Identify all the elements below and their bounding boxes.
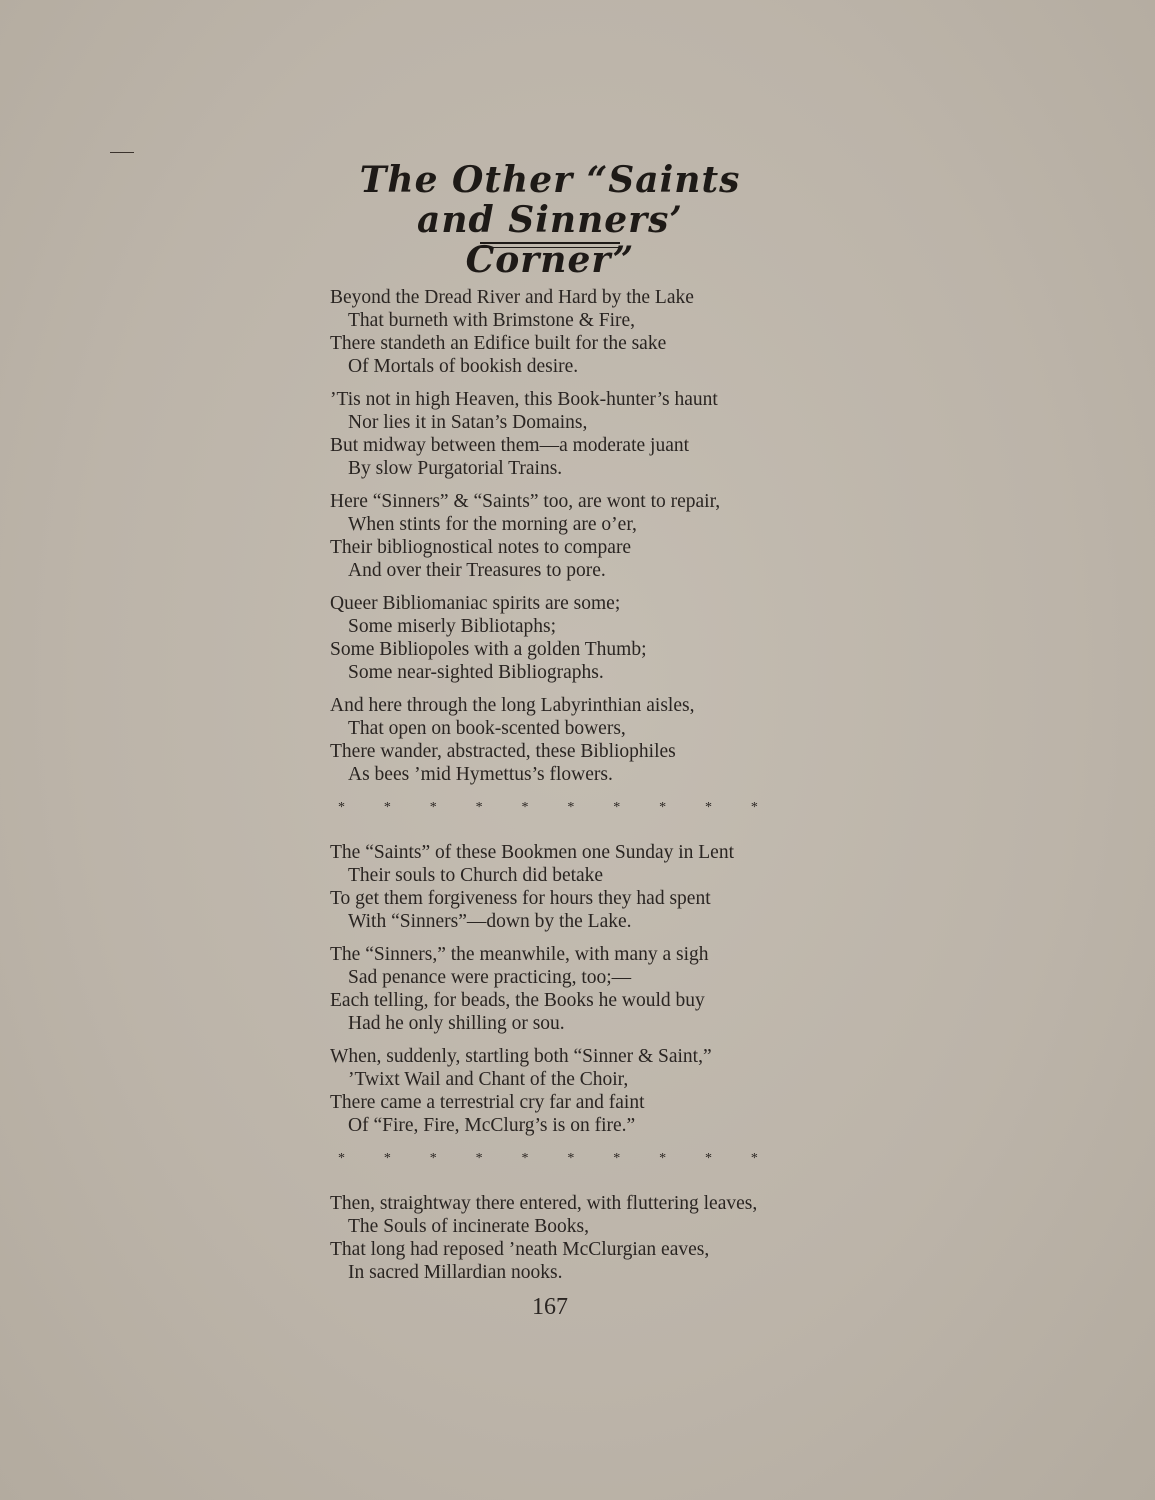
poem-line: There standeth an Edifice built for the sake	[330, 333, 667, 354]
star-glyph: *	[521, 800, 529, 815]
poem-line: Each telling, for beads, the Books he would buy	[330, 990, 705, 1011]
poem-line: That long had reposed ’neath McClurgian eaves,	[330, 1239, 710, 1260]
star-glyph: *	[750, 800, 758, 815]
star-glyph: *	[429, 800, 437, 815]
poem-line: Queer Bibliomaniac spirits are some;	[330, 593, 621, 614]
poem-line: There came a terrestrial cry far and faint	[330, 1092, 645, 1113]
poem-line: Some Bibliopoles with a golden Thumb;	[330, 639, 647, 660]
poem-line: Of Mortals of bookish desire.	[348, 356, 579, 377]
title-line-2: and Sinners’ Corner”	[417, 199, 683, 281]
stanza	[330, 841, 800, 933]
poem-line: When, suddenly, startling both “Sinner & Saint,”	[330, 1046, 712, 1067]
poem-line: To get them forgiveness for hours they had spent	[330, 888, 711, 909]
poem-line: There wander, abstracted, these Bibliophiles	[330, 741, 676, 762]
star-divider-2	[338, 1147, 758, 1170]
stanza	[330, 943, 800, 1035]
stanza	[330, 490, 800, 582]
title-line-1: The Other “Saints	[359, 159, 741, 201]
poem-line: By slow Purgatorial Trains.	[348, 458, 563, 479]
stanza	[330, 694, 800, 786]
poem-line: Nor lies it in Satan’s Domains,	[348, 412, 588, 433]
poem	[330, 286, 800, 1294]
poem-line: Here “Sinners” & “Saints” too, are wont to repair,	[330, 491, 721, 512]
poem-line: The “Sinners,” the meanwhile, with many a sigh	[330, 944, 709, 965]
poem-part-3	[330, 1192, 800, 1284]
poem-line: And here through the long Labyrinthian aisles,	[330, 695, 695, 716]
star-glyph: *	[613, 1151, 621, 1166]
poem-line: As bees ’mid Hymettus’s flowers.	[348, 764, 613, 785]
stanza	[330, 388, 800, 480]
poem-line: Their bibliognostical notes to compare	[330, 537, 632, 558]
star-glyph: *	[383, 1151, 391, 1166]
stanza	[330, 286, 800, 378]
star-glyph: *	[659, 1151, 667, 1166]
poem-line: Some miserly Bibliotaphs;	[348, 616, 556, 637]
star-glyph: *	[705, 800, 712, 815]
star-glyph: *	[475, 1151, 483, 1166]
stanza	[330, 592, 800, 684]
poem-line: With “Sinners”—down by the Lake.	[348, 911, 632, 932]
poem-line: Beyond the Dread River and Hard by the Lake	[330, 287, 694, 308]
poem-line: The “Saints” of these Bookmen one Sunday in Lent	[330, 842, 734, 863]
poem-line: When stints for the morning are o’er,	[348, 514, 637, 535]
star-glyph: *	[750, 1151, 758, 1166]
poem-line: And over their Treasures to pore.	[348, 560, 606, 581]
star-glyph: *	[567, 1151, 575, 1166]
star-glyph: *	[429, 1151, 437, 1166]
poem-part-1	[330, 286, 800, 786]
star-glyph: *	[659, 800, 667, 815]
poem-line: Had he only shilling or sou.	[348, 1013, 565, 1034]
star-divider-1	[338, 796, 758, 819]
page-title	[330, 160, 770, 280]
star-glyph: *	[383, 800, 391, 815]
star-glyph: *	[613, 800, 621, 815]
poem-line: That burneth with Brimstone & Fire,	[348, 310, 636, 331]
star-glyph: *	[521, 1151, 529, 1166]
star-glyph: *	[338, 800, 345, 815]
star-glyph: *	[475, 800, 483, 815]
poem-line: But midway between them—a moderate juant	[330, 435, 690, 456]
poem-line: Their souls to Church did betake	[348, 865, 604, 886]
poem-line: In sacred Millardian nooks.	[348, 1262, 563, 1283]
poem-line: ’Tis not in high Heaven, this Book-hunter’s haunt	[330, 389, 718, 410]
poem-line: The Souls of incinerate Books,	[348, 1216, 589, 1237]
poem-line: That open on book-scented bowers,	[348, 718, 626, 739]
poem-line: Sad penance were practicing, too;—	[348, 967, 632, 988]
page-number: 167	[532, 1294, 568, 1320]
poem-line: Some near-sighted Bibliographs.	[348, 662, 604, 683]
star-glyph: *	[705, 1151, 712, 1166]
margin-mark	[110, 152, 134, 153]
star-glyph: *	[567, 800, 575, 815]
poem-part-2	[330, 841, 800, 1137]
poem-line: Then, straightway there entered, with fluttering leaves,	[330, 1193, 758, 1214]
poem-line: Of “Fire, Fire, McClurg’s is on fire.”	[348, 1115, 636, 1136]
stanza	[330, 1045, 800, 1137]
poem-line: ’Twixt Wail and Chant of the Choir,	[348, 1069, 629, 1090]
title-rule	[480, 242, 620, 248]
stanza	[330, 1192, 800, 1284]
star-glyph: *	[338, 1151, 345, 1166]
